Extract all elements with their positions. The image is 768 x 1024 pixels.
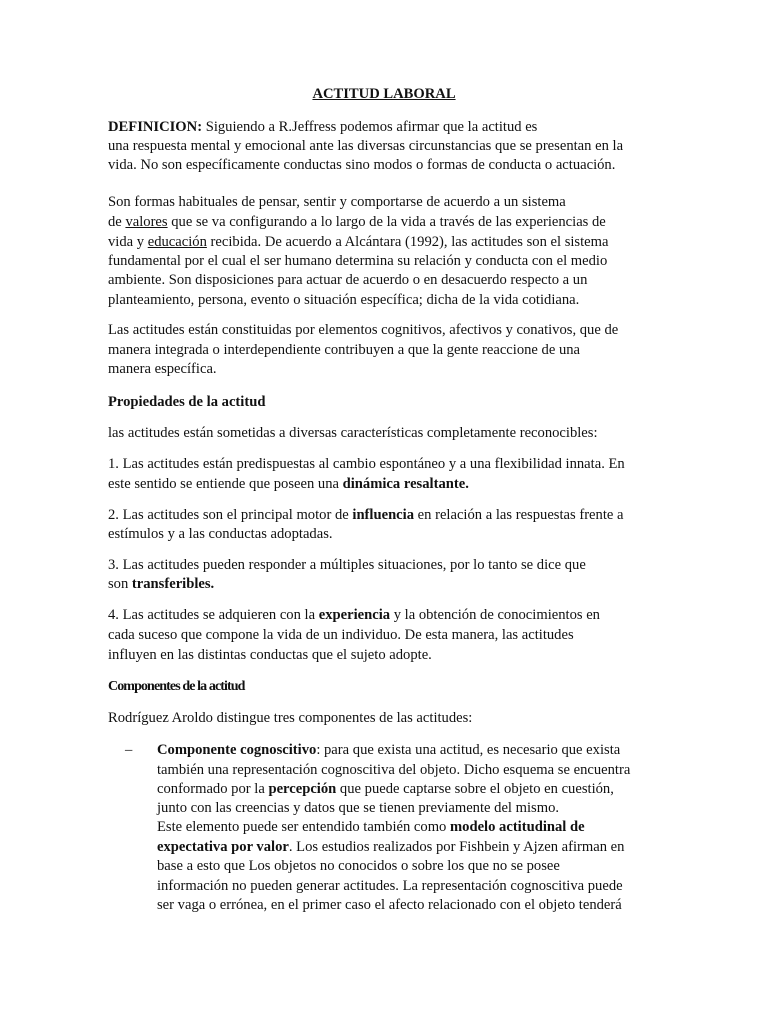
paragraph-2-line-5: ambiente. Son disposiciones para actuar de acuerdo o en desacuerdo respecto a un [108,272,588,288]
paragraph-3-line-1: Las actitudes están constituidas por elementos cognitivos, afectivos y conativos, que de [108,322,619,338]
definition-line-2: una respuesta mental y emocional ante las diversas circunstancias que se presentan en la [108,138,624,154]
property-3-line-2: son transferibles. [108,576,215,592]
component-line-8: información no pueden generar actitudes. La representación cognoscitiva puede [157,878,623,894]
property-4-line-3: influyen en las distintas conductas que el sujeto adopte. [108,647,432,663]
component-line-5: Este elemento puede ser entendido también como modelo actitudinal de [157,819,585,835]
paragraph-3-line-2: manera integrada o interdependiente contribuyen a que la gente reaccione de una [108,342,581,358]
property-2-line-2: estímulos y a las conductas adoptadas. [108,526,333,542]
list-dash: – [125,742,133,758]
definition-line-3: vida. No son específicamente conductas sino modos o formas de conducta o actuación. [108,157,616,173]
property-3-line-1: 3. Las actitudes pueden responder a múltiples situaciones, por lo tanto se dice que [108,557,586,573]
component-line-3: conformado por la percepción que puede captarse sobre el objeto en cuestión, [157,781,614,797]
properties-intro: las actitudes están sometidas a diversas características completamente reconocibles: [108,425,598,441]
component-line-9: ser vaga o errónea, en el primer caso el afecto relacionado con el objeto tenderá [157,897,622,913]
property-1-line-2: este sentido se entiende que poseen una dinámica resaltante. [108,476,469,492]
component-line-2: también una representación cognoscitiva del objeto. Dicho esquema se encuentra [157,762,631,778]
paragraph-2-line-3: vida y educación recibida. De acuerdo a Alcántara (1992), las actitudes son el sistema [108,234,609,250]
page-title: ACTITUD LABORAL [312,86,456,102]
component-cognoscitivo-label: Componente cognoscitivo [157,742,317,758]
paragraph-2-line-2: de valores que se va configurando a lo largo de la vida a través de las experiencias de [108,214,606,230]
component-line-1: Componente cognoscitivo: para que exista una actitud, es necesario que exista [157,742,621,758]
paragraph-2-line-6: planteamiento, persona, evento o situación específica; dicha de la vida cotidiana. [108,292,580,308]
paragraph-3-line-3: manera específica. [108,361,217,377]
components-heading: Componentes de la actitud [108,679,245,694]
component-line-7: base a esto que Los objetos no conocidos o sobre los que no se posee [157,858,560,874]
properties-heading: Propiedades de la actitud [108,394,266,410]
property-4-line-1: 4. Las actitudes se adquieren con la experiencia y la obtención de conocimientos en [108,607,600,623]
definition-line-1: DEFINICION: Siguiendo a R.Jeffress podemos afirmar que la actitud es [108,119,538,135]
definition-label: DEFINICION: [108,119,203,135]
property-4-line-2: cada suceso que compone la vida de un individuo. De esta manera, las actitudes [108,627,574,643]
component-line-4: junto con las creencias y datos que se tienen previamente del mismo. [157,800,560,816]
paragraph-2-line-4: fundamental por el cual el ser humano determina su relación y conducta con el medio [108,253,608,269]
valores-link[interactable]: valores [125,214,168,230]
property-1-line-1: 1. Las actitudes están predispuestas al cambio espontáneo y a una flexibilidad innata. En [108,456,625,472]
educacion-link[interactable]: educación [147,234,207,250]
property-2-line-1: 2. Las actitudes son el principal motor de influencia en relación a las respuestas frente a [108,507,624,523]
component-line-6: expectativa por valor. Los estudios realizados por Fishbein y Ajzen afirman en [157,839,625,855]
components-intro: Rodríguez Aroldo distingue tres componentes de las actitudes: [108,710,473,726]
paragraph-2-line-1: Son formas habituales de pensar, sentir y comportarse de acuerdo a un sistema [108,194,566,210]
